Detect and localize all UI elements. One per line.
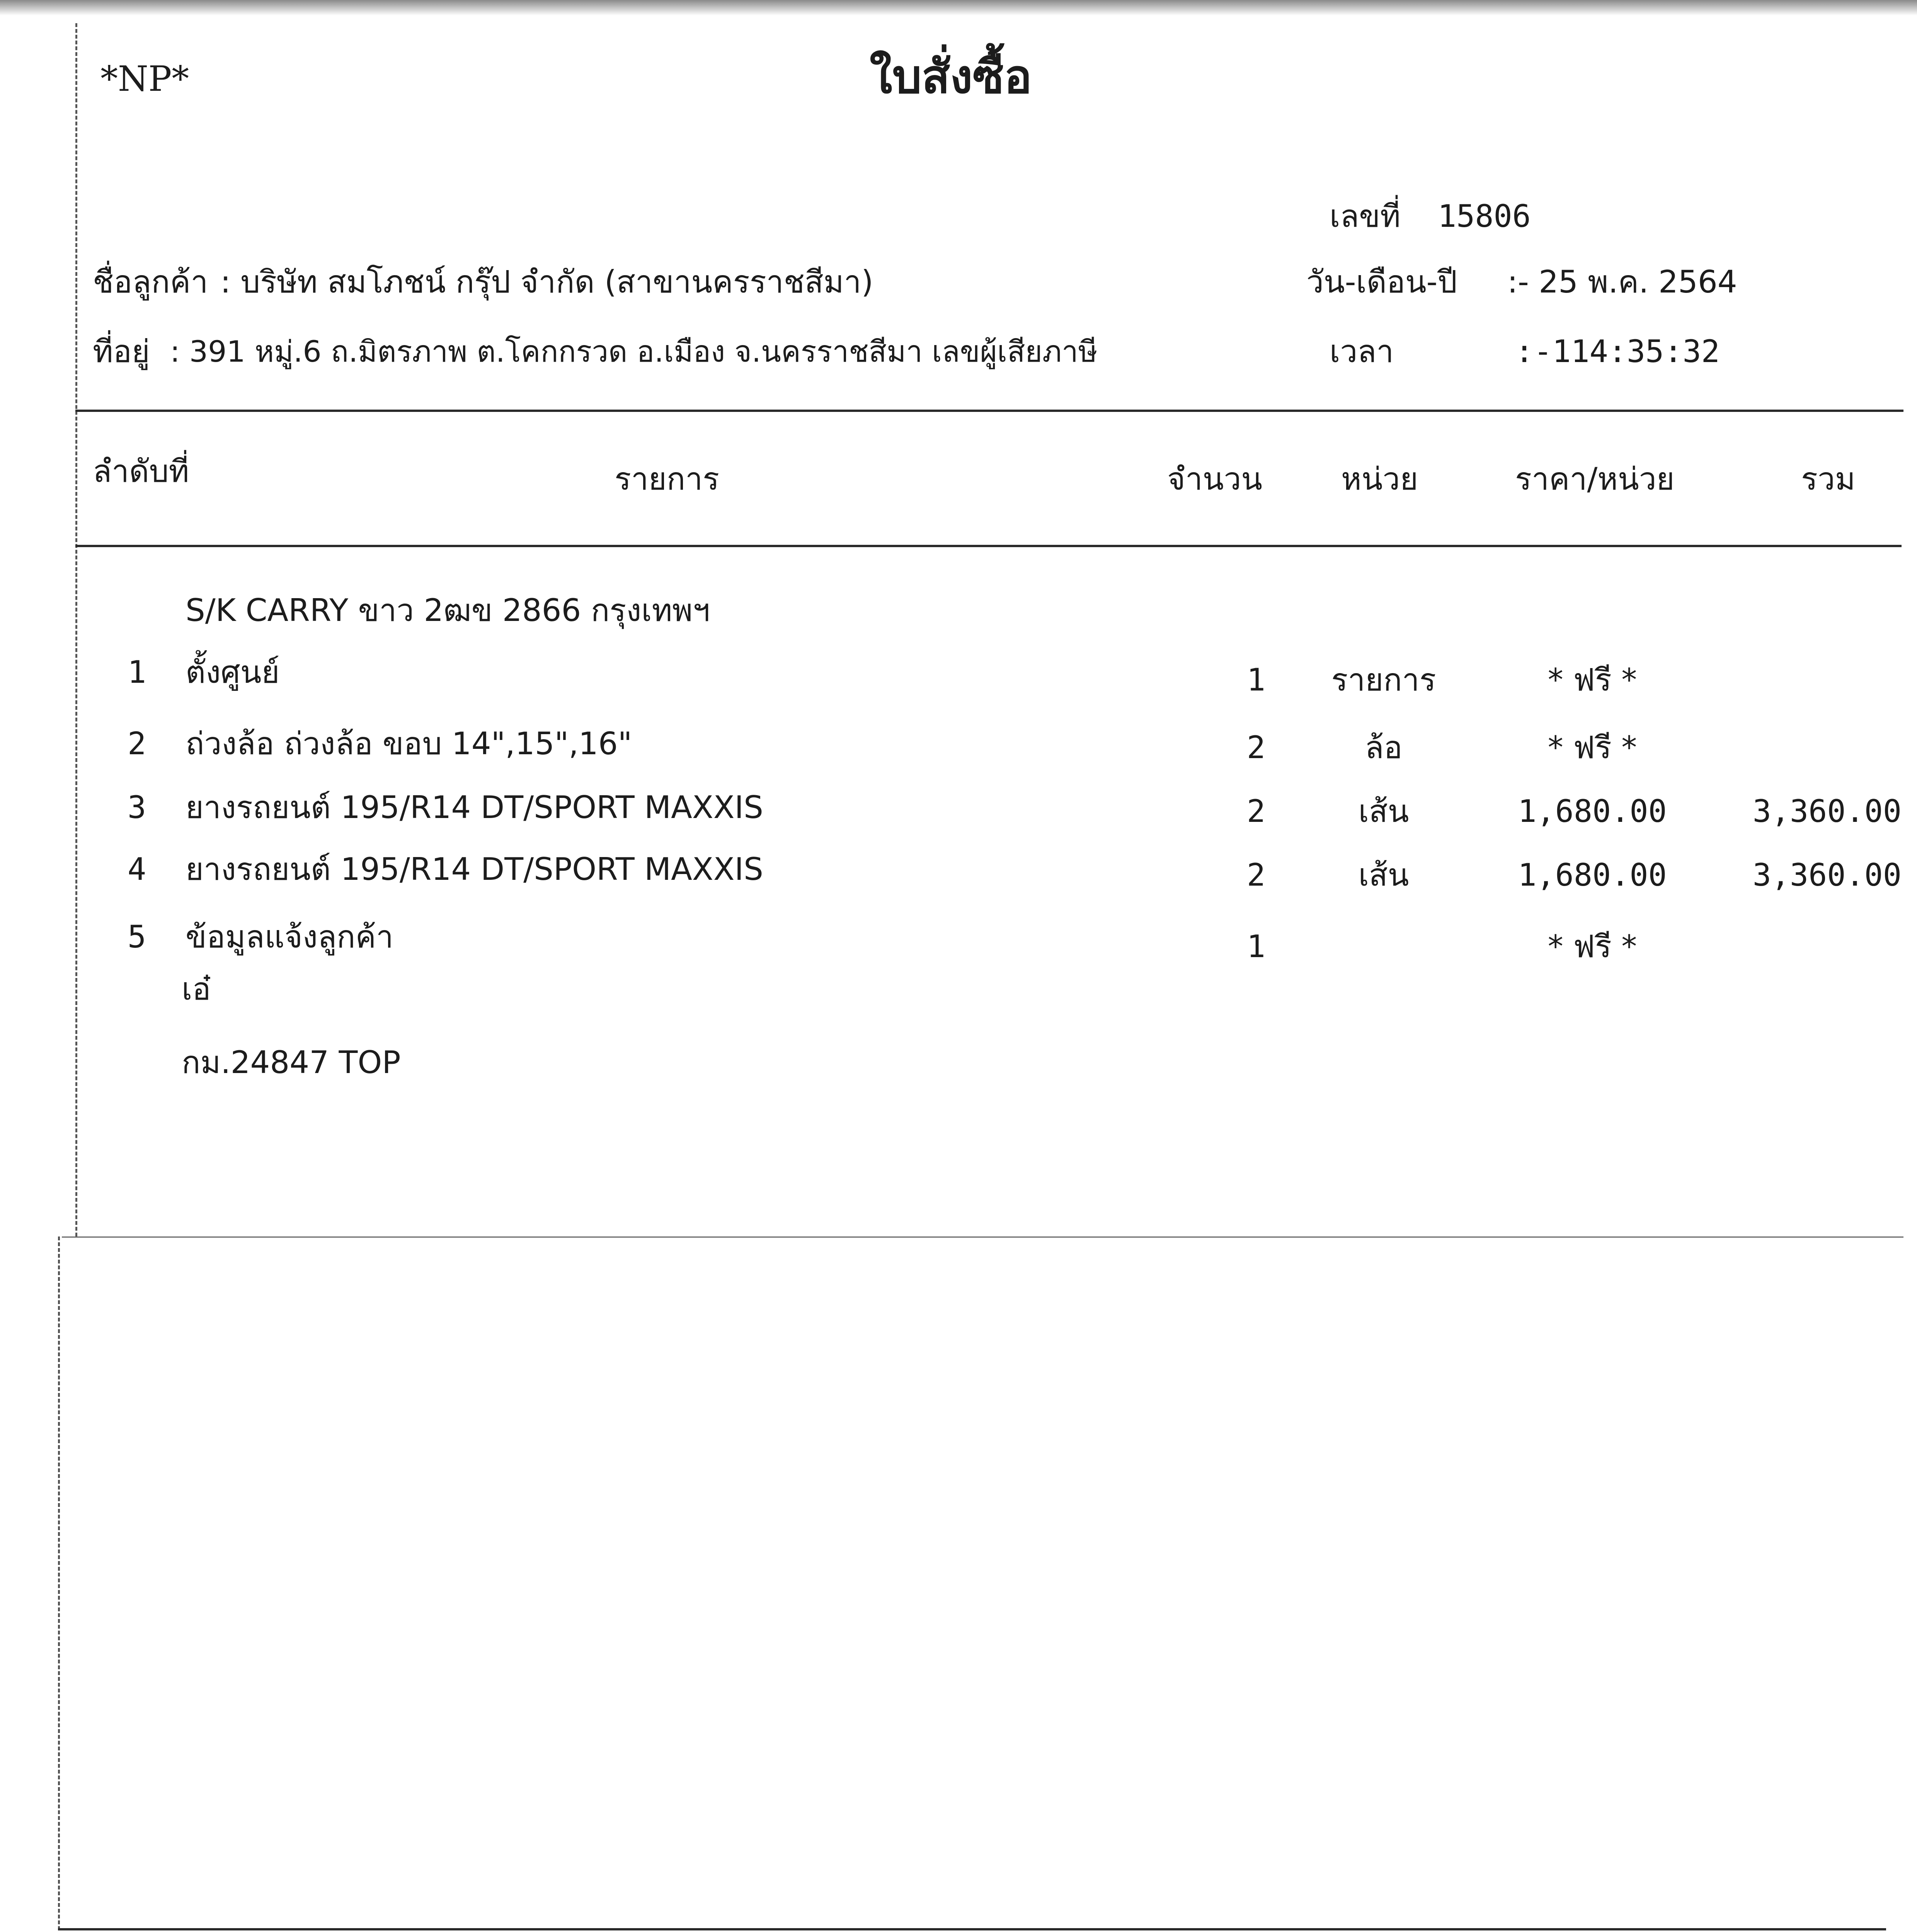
row-qty: 2 [1246,730,1266,765]
left-frame-lower [58,1236,60,1932]
row-total: 3,360.00 [1752,857,1902,893]
col-price: ราคา/หน่วย [1515,461,1675,497]
row-unit: รายการ [1331,662,1436,698]
row-total: 3,360.00 [1752,793,1902,829]
col-total: รวม [1801,461,1856,497]
date-value: :- 25 พ.ค. 2564 [1507,264,1737,300]
doc-no: 15806 [1438,198,1531,234]
rule-header-top [75,410,1903,412]
row-desc: ยางรถยนต์ 195/R14 DT/SPORT MAXXIS [186,851,763,887]
row-no: 4 [128,851,146,887]
row-qty: 2 [1246,857,1266,893]
row-no: 5 [128,919,146,955]
row-qty: 1 [1246,929,1266,964]
row-price: 1,680.00 [1518,857,1667,893]
row-desc: ยางรถยนต์ 195/R14 DT/SPORT MAXXIS [186,789,763,825]
doc-no-label: เลขที่ [1330,198,1401,234]
col-unit: หน่วย [1341,461,1418,497]
row-desc: ข้อมูลแจ้งลูกค้า [186,919,393,955]
row-no: 1 [128,654,146,690]
note-line-2: กม.24847 TOP [182,1044,401,1080]
col-qty: จำนวน [1167,461,1263,497]
col-no: ลำดับที่ [93,453,189,489]
row-price: * ฟรี * [1548,730,1637,765]
row-unit: ล้อ [1365,730,1403,765]
address-label: ที่อยู่ [93,333,150,369]
date-label: วัน-เดือน-ปี [1306,264,1457,300]
left-frame-upper [75,23,77,1236]
row-desc: ตั้งศูนย์ [186,654,280,690]
row-no: 2 [128,726,146,762]
scan-top-shadow [0,0,1917,15]
row-qty: 2 [1246,793,1266,829]
row-price: * ฟรี * [1548,662,1637,698]
rule-header-bottom [75,545,1902,547]
customer-name: : บริษัท สมโภชน์ กรุ๊ป จำกัด (สาขานครราชสีมา) [220,264,873,300]
time-value: :-114:35:32 [1515,333,1720,369]
row-no: 3 [128,789,146,825]
vehicle-info: S/K CARRY ขาว 2ฒข 2866 กรุงเทพฯ [186,592,710,628]
row-qty: 1 [1246,662,1266,698]
customer-name-label: ชื่อลูกค้า [93,264,208,300]
col-item: รายการ [615,461,720,497]
rule-summary [58,1928,1886,1930]
row-price: 1,680.00 [1518,793,1667,829]
row-unit: เส้น [1358,793,1409,829]
rule-page-split [62,1236,1903,1238]
address-value: : 391 หมู่.6 ถ.มิตรภาพ ต.โคกกรวด อ.เมือง จ.นครราชสีมา เลขผู้เสียภาษี [170,334,1098,369]
row-price: * ฟรี * [1548,929,1637,964]
time-label: เวลา [1330,333,1394,369]
note-line-1: เอ๋ [182,971,211,1007]
doc-tag: *NP* [100,59,189,99]
row-desc: ถ่วงล้อ ถ่วงล้อ ขอบ 14",15",16" [186,726,632,762]
row-unit: เส้น [1358,857,1409,893]
doc-title: ใบสั่งซื้อ [870,50,1032,104]
